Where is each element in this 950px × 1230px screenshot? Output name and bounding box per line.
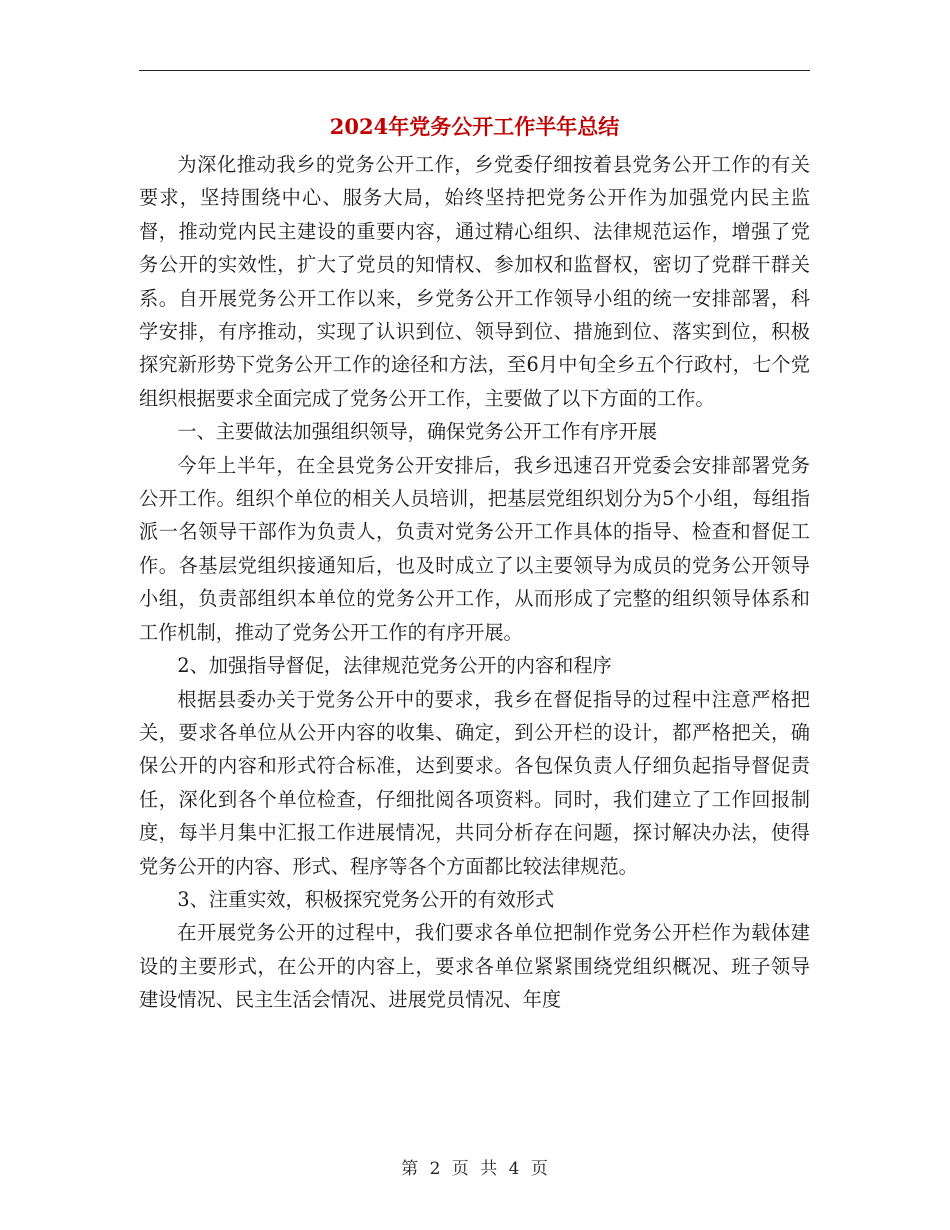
paragraph-section-2: 根据县委办关于党务公开中的要求，我乡在督促指导的过程中注意严格把关，要求各单位从公开内容的收集、确定，到公开栏的设计，都严格把关，确保公开的内容和形式符合标准，达到要求。各包保负责人仔细负起指导督促责任，深化到各个单位检查，仔细批阅各项资料。同时，我们建立了工作回报制度，每半月集中汇报工作进展情况，共同分析存在问题，探讨解决办法，使得党务公开的内容、形式、程序等各个方面都比较法律规范。 <box>139 687 810 878</box>
footer-ye: 页 <box>451 1159 469 1179</box>
footer-gong: 共 <box>480 1159 498 1179</box>
paragraph-intro: 为深化推动我乡的党务公开工作，乡党委仔细按着县党务公开工作的有关要求，坚持围绕中心、服务大局，始终坚持把党务公开作为加强党内民主监督，推动党内民主建设的重要内容，通过精心组织、法律规范运作，增强了党务公开的实效性，扩大了党员的知情权、参加权和监督权，密切了党群干群关系。自开展党务公开工作以来，乡党务公开工作领导小组的统一安排部署，科学安排，有序推动，实现了认识到位、领导到位、措施到位、落实到位，积极探究新形势下党务公开工作的途径和方法，至6月中旬全乡五个行政村，七个党组织根据要求全面完成了党务公开工作，主要做了以下方面的工作。 <box>139 153 810 410</box>
footer-page-current: 2 <box>429 1159 441 1179</box>
footer-ye-2: 页 <box>530 1159 548 1179</box>
header-rule <box>139 70 810 71</box>
section-heading-3: 3、注重实效，积极探究党务公开的有效形式 <box>177 887 555 911</box>
paragraph-section-1: 今年上半年，在全县党务公开安排后，我乡迅速召开党委会安排部署党务公开工作。组织个单位的相关人员培训，把基层党组织划分为5个小组，每组指派一名领导干部作为负责人，负责对党务公开工作具体的指导、检查和督促工作。各基层党组织接通知后，也及时成立了以主要领导为成员的党务公开领导小组，负责部组织本单位的党务公开工作，从而形成了完整的组织领导体系和工作机制，推动了党务公开工作的有序开展。 <box>139 453 810 644</box>
document-title: 2024年党务公开工作半年总结 <box>329 114 620 139</box>
section-heading-1: 一、主要做法加强组织领导，确保党务公开工作有序开展 <box>177 420 658 444</box>
section-heading-2: 2、加强指导督促，法律规范党务公开的内容和程序 <box>177 654 612 678</box>
document-body <box>139 148 810 1017</box>
footer-di: 第 <box>401 1159 419 1179</box>
footer-page-total: 4 <box>508 1159 520 1179</box>
paragraph-section-3: 在开展党务公开的过程中，我们要求各单位把制作党务公开栏作为载体建设的主要形式，在公开的内容上，要求各单位紧紧围绕党组织概况、班子领导建设情况、民主生活会情况、进展党员情况、年度 <box>139 921 810 1012</box>
page-footer <box>139 1154 810 1179</box>
